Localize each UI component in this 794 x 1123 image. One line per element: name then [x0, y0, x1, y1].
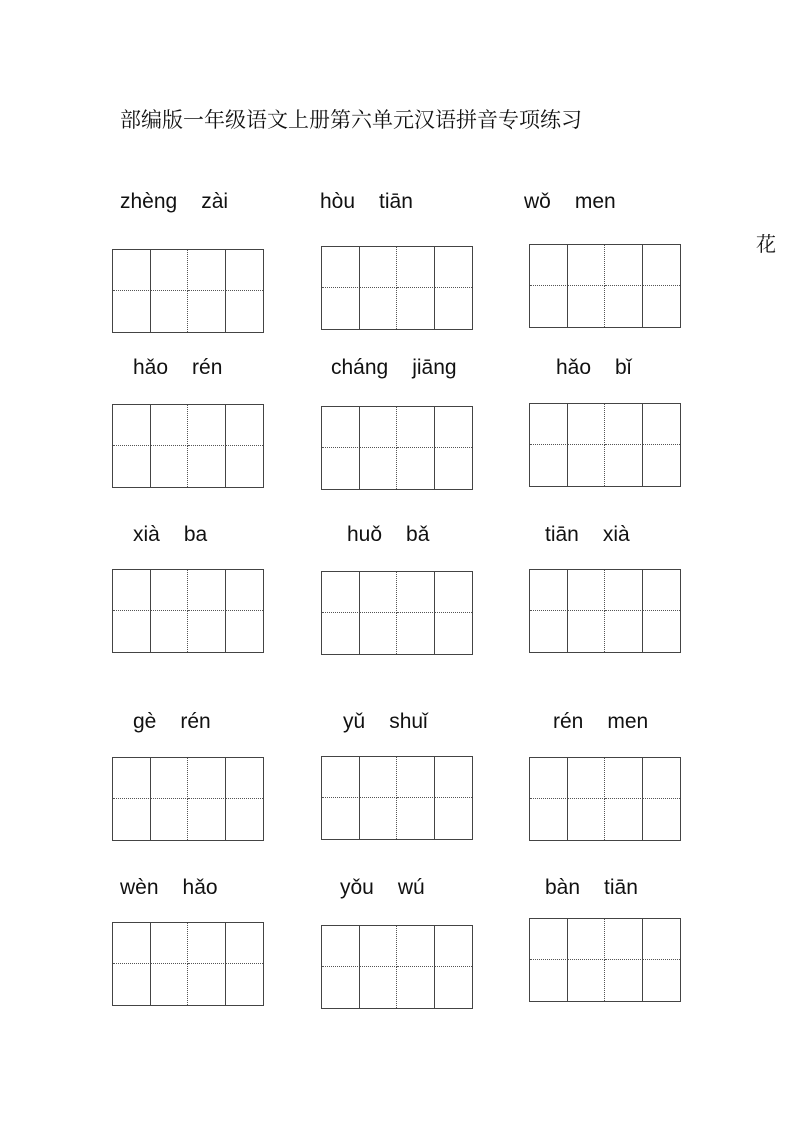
- grid-cell[interactable]: [226, 405, 264, 446]
- pinyin-syllable: zhèng: [120, 190, 178, 213]
- writing-grid[interactable]: [321, 571, 473, 655]
- pinyin-syllable: ba: [183, 523, 208, 546]
- grid-cell[interactable]: [530, 286, 568, 327]
- pinyin-label: [340, 877, 425, 898]
- grid-cell[interactable]: [568, 445, 606, 486]
- grid-cell[interactable]: [226, 964, 264, 1005]
- grid-cell[interactable]: [151, 291, 189, 332]
- writing-grid[interactable]: [112, 404, 264, 488]
- pinyin-label: [553, 711, 648, 732]
- grid-cell[interactable]: [397, 967, 435, 1008]
- pinyin-label: [556, 357, 631, 378]
- pinyin-label: [347, 524, 429, 545]
- grid-cell[interactable]: [643, 960, 681, 1001]
- writing-grid[interactable]: [321, 406, 473, 490]
- pinyin-syllable: yǒu: [340, 876, 374, 899]
- grid-cell[interactable]: [226, 611, 264, 652]
- grid-cell[interactable]: [226, 799, 264, 840]
- grid-cell[interactable]: [605, 245, 643, 286]
- grid-cell[interactable]: [322, 798, 360, 839]
- grid-cell[interactable]: [643, 286, 681, 327]
- grid-cell[interactable]: [397, 757, 435, 798]
- grid-cell[interactable]: [643, 404, 681, 445]
- grid-cell[interactable]: [113, 446, 151, 487]
- grid-cell[interactable]: [568, 404, 606, 445]
- grid-cell[interactable]: [151, 964, 189, 1005]
- pinyin-label: [133, 524, 207, 545]
- grid-cell[interactable]: [568, 245, 606, 286]
- grid-cell[interactable]: [605, 611, 643, 652]
- grid-cell[interactable]: [435, 572, 473, 613]
- grid-cell[interactable]: [113, 964, 151, 1005]
- pinyin-syllable: tiān: [379, 190, 413, 213]
- grid-cell[interactable]: [151, 799, 189, 840]
- grid-cell[interactable]: [643, 245, 681, 286]
- grid-cell[interactable]: [113, 758, 151, 799]
- grid-cell[interactable]: [360, 967, 398, 1008]
- grid-cell[interactable]: [226, 291, 264, 332]
- pinyin-syllable: tiān: [604, 876, 638, 899]
- grid-cell[interactable]: [397, 288, 435, 329]
- writing-grid[interactable]: [112, 757, 264, 841]
- grid-cell[interactable]: [226, 250, 264, 291]
- grid-cell[interactable]: [322, 613, 360, 654]
- grid-cell[interactable]: [643, 570, 681, 611]
- pinyin-syllable: huǒ: [347, 523, 383, 546]
- pinyin-syllable: jiāng: [412, 356, 457, 379]
- grid-cell[interactable]: [226, 923, 264, 964]
- grid-cell[interactable]: [397, 798, 435, 839]
- grid-cell[interactable]: [360, 247, 398, 288]
- grid-cell[interactable]: [188, 570, 226, 611]
- pinyin-syllable: tiān: [545, 523, 579, 546]
- grid-cell[interactable]: [151, 250, 189, 291]
- grid-cell[interactable]: [568, 960, 606, 1001]
- pinyin-label: [133, 357, 222, 378]
- grid-cell[interactable]: [188, 799, 226, 840]
- grid-cell[interactable]: [113, 291, 151, 332]
- pinyin-syllable: bàn: [545, 876, 581, 899]
- grid-cell[interactable]: [397, 407, 435, 448]
- grid-cell[interactable]: [322, 407, 360, 448]
- grid-cell[interactable]: [360, 448, 398, 489]
- grid-cell[interactable]: [151, 923, 189, 964]
- pinyin-syllable: wèn: [120, 876, 159, 899]
- grid-cell[interactable]: [435, 448, 473, 489]
- pinyin-syllable: rén: [192, 356, 223, 379]
- grid-cell[interactable]: [643, 445, 681, 486]
- grid-cell[interactable]: [360, 798, 398, 839]
- grid-cell[interactable]: [113, 799, 151, 840]
- pinyin-label: [120, 191, 228, 212]
- pinyin-label: [120, 877, 218, 898]
- grid-cell[interactable]: [435, 288, 473, 329]
- grid-cell[interactable]: [151, 611, 189, 652]
- grid-cell[interactable]: [643, 758, 681, 799]
- grid-cell[interactable]: [151, 570, 189, 611]
- grid-cell[interactable]: [530, 758, 568, 799]
- grid-cell[interactable]: [605, 404, 643, 445]
- grid-cell[interactable]: [568, 758, 606, 799]
- grid-cell[interactable]: [151, 405, 189, 446]
- grid-cell[interactable]: [435, 613, 473, 654]
- grid-cell[interactable]: [435, 407, 473, 448]
- grid-cell[interactable]: [113, 250, 151, 291]
- grid-cell[interactable]: [530, 445, 568, 486]
- grid-cell[interactable]: [188, 923, 226, 964]
- writing-grid[interactable]: [112, 922, 264, 1006]
- grid-cell[interactable]: [188, 758, 226, 799]
- grid-cell[interactable]: [226, 570, 264, 611]
- pinyin-syllable: cháng: [331, 356, 389, 379]
- grid-cell[interactable]: [435, 967, 473, 1008]
- grid-cell[interactable]: [188, 291, 226, 332]
- pinyin-syllable: hǎo: [133, 356, 169, 379]
- grid-cell[interactable]: [322, 967, 360, 1008]
- grid-cell[interactable]: [113, 405, 151, 446]
- pinyin-label: [320, 191, 413, 212]
- pinyin-syllable: yǔ: [343, 710, 366, 733]
- grid-cell[interactable]: [605, 960, 643, 1001]
- grid-cell[interactable]: [530, 570, 568, 611]
- grid-cell[interactable]: [605, 445, 643, 486]
- grid-cell[interactable]: [605, 919, 643, 960]
- grid-cell[interactable]: [360, 613, 398, 654]
- grid-cell[interactable]: [188, 250, 226, 291]
- grid-cell[interactable]: [322, 448, 360, 489]
- grid-cell[interactable]: [226, 758, 264, 799]
- pinyin-label: [133, 711, 211, 732]
- pinyin-syllable: rén: [553, 710, 584, 733]
- pinyin-label: [545, 877, 638, 898]
- grid-cell[interactable]: [188, 405, 226, 446]
- grid-cell[interactable]: [188, 611, 226, 652]
- grid-cell[interactable]: [568, 570, 606, 611]
- grid-cell[interactable]: [643, 919, 681, 960]
- grid-cell[interactable]: [397, 572, 435, 613]
- grid-cell[interactable]: [435, 757, 473, 798]
- writing-grid[interactable]: [321, 246, 473, 330]
- grid-cell[interactable]: [397, 448, 435, 489]
- pinyin-label: [524, 191, 616, 212]
- grid-cell[interactable]: [435, 247, 473, 288]
- grid-cell[interactable]: [322, 247, 360, 288]
- writing-grid[interactable]: [112, 249, 264, 333]
- grid-cell[interactable]: [360, 926, 398, 967]
- pinyin-syllable: hòu: [320, 190, 356, 213]
- grid-cell[interactable]: [151, 446, 189, 487]
- writing-grid[interactable]: [529, 569, 681, 653]
- grid-cell[interactable]: [605, 286, 643, 327]
- grid-cell[interactable]: [605, 758, 643, 799]
- writing-grid[interactable]: [529, 403, 681, 487]
- grid-cell[interactable]: [322, 572, 360, 613]
- grid-cell[interactable]: [435, 926, 473, 967]
- pinyin-syllable: xià: [133, 523, 160, 546]
- grid-cell[interactable]: [643, 611, 681, 652]
- grid-cell[interactable]: [322, 288, 360, 329]
- grid-cell[interactable]: [568, 919, 606, 960]
- grid-cell[interactable]: [397, 247, 435, 288]
- grid-cell[interactable]: [568, 799, 606, 840]
- grid-cell[interactable]: [435, 798, 473, 839]
- pinyin-label: [331, 357, 457, 378]
- grid-cell[interactable]: [530, 245, 568, 286]
- pinyin-label: [545, 524, 630, 545]
- grid-cell[interactable]: [605, 799, 643, 840]
- grid-cell[interactable]: [113, 923, 151, 964]
- writing-grid[interactable]: [112, 569, 264, 653]
- grid-cell[interactable]: [360, 288, 398, 329]
- grid-cell[interactable]: [397, 613, 435, 654]
- grid-cell[interactable]: [360, 572, 398, 613]
- grid-cell[interactable]: [568, 611, 606, 652]
- grid-cell[interactable]: [322, 757, 360, 798]
- pinyin-syllable: wú: [397, 876, 425, 899]
- grid-cell[interactable]: [113, 611, 151, 652]
- worksheet-title: 部编版一年级语文上册第六单元汉语拼音专项练习: [120, 108, 582, 132]
- grid-cell[interactable]: [530, 611, 568, 652]
- grid-cell[interactable]: [397, 926, 435, 967]
- grid-cell[interactable]: [360, 757, 398, 798]
- writing-grid[interactable]: [529, 918, 681, 1002]
- side-character: 花: [756, 232, 776, 256]
- pinyin-syllable: rén: [180, 710, 211, 733]
- grid-cell[interactable]: [322, 926, 360, 967]
- pinyin-syllable: gè: [133, 710, 157, 733]
- grid-cell[interactable]: [530, 919, 568, 960]
- pinyin-syllable: bǎ: [406, 523, 430, 546]
- pinyin-syllable: hǎo: [182, 876, 218, 899]
- pinyin-syllable: bǐ: [615, 356, 632, 379]
- pinyin-syllable: hǎo: [556, 356, 592, 379]
- grid-cell[interactable]: [605, 570, 643, 611]
- pinyin-syllable: men: [607, 710, 649, 733]
- grid-cell[interactable]: [530, 960, 568, 1001]
- writing-grid[interactable]: [529, 757, 681, 841]
- grid-cell[interactable]: [113, 570, 151, 611]
- pinyin-syllable: wǒ: [524, 190, 551, 213]
- grid-cell[interactable]: [151, 758, 189, 799]
- writing-grid[interactable]: [321, 925, 473, 1009]
- writing-grid[interactable]: [321, 756, 473, 840]
- grid-cell[interactable]: [530, 799, 568, 840]
- writing-grid[interactable]: [529, 244, 681, 328]
- grid-cell[interactable]: [360, 407, 398, 448]
- pinyin-label: [343, 711, 428, 732]
- pinyin-syllable: xià: [602, 523, 630, 546]
- grid-cell[interactable]: [530, 404, 568, 445]
- grid-cell[interactable]: [643, 799, 681, 840]
- grid-cell[interactable]: [226, 446, 264, 487]
- grid-cell[interactable]: [568, 286, 606, 327]
- pinyin-syllable: zài: [201, 190, 229, 213]
- pinyin-syllable: men: [574, 190, 616, 213]
- grid-cell[interactable]: [188, 446, 226, 487]
- grid-cell[interactable]: [188, 964, 226, 1005]
- pinyin-syllable: shuǐ: [389, 710, 428, 733]
